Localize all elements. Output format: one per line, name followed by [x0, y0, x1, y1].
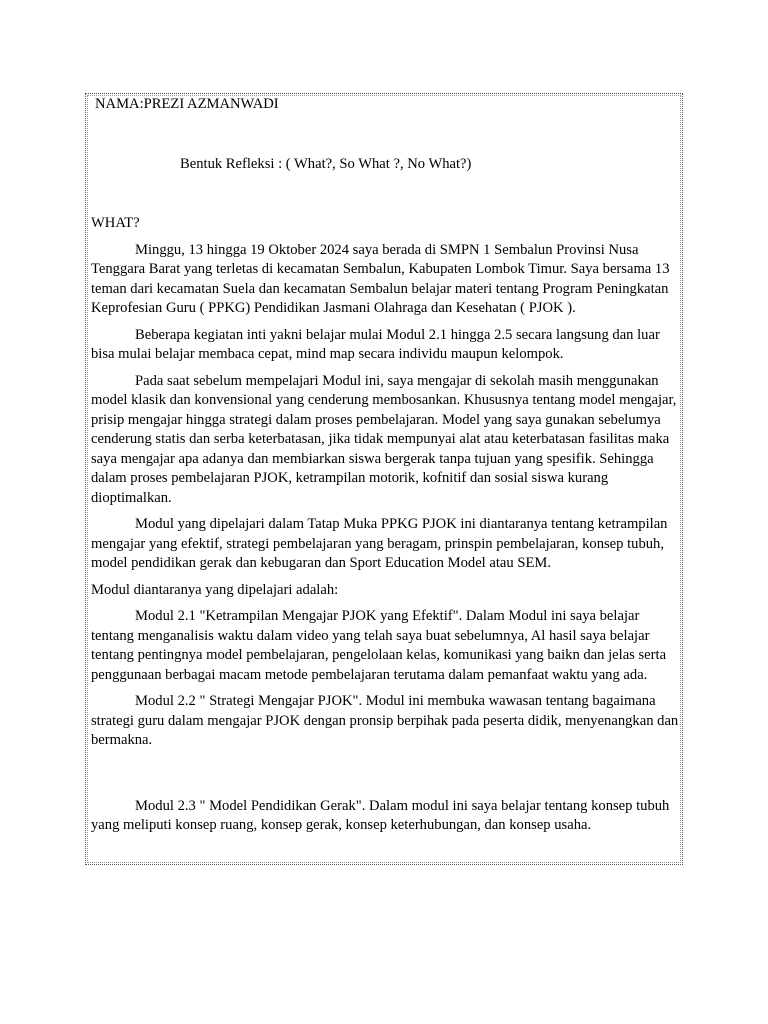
reflection-title: Bentuk Refleksi : ( What?, So What ?, No What?) — [180, 155, 472, 172]
paragraph-activities: Beberapa kegiatan inti yakni belajar mulai Modul 2.1 hingga 2.5 secara langsung dan luar bisa mulai belajar membaca cepat, mind map secara individu maupun kelompok. — [91, 326, 660, 362]
paragraph-module-2-2: Modul 2.2 " Strategi Mengajar PJOK". Modul ini membuka wawasan tentang bagaimana strategi guru dalam mengajar PJOK dengan pronsip berpihak pada peserta didik, menyenangkan dan bermakna. — [91, 693, 679, 748]
section-heading-what: WHAT? — [91, 215, 140, 231]
paragraph-location: Minggu, 13 hingga 19 Oktober 2024 saya berada di SMPN 1 Sembalun Provinsi Nusa Tenggara Barat yang terletas di kecamatan Sembalun, Kabupaten Lombok Timur. Saya bersama 13 teman dari kecamatan Suela dan kecamatan Sembalun belajar materi tentang Program Peningkatan Keprofesian Guru ( PPKG) Pendidikan Jasmani Olahraga dan Kesehatan ( PJOK ). — [91, 241, 670, 316]
document-body — [91, 95, 681, 836]
author-name-line: NAMA:PREZI AZMANWADI — [95, 96, 279, 112]
paragraph-modules-overview: Modul yang dipelajari dalam Tatap Muka PPKG PJOK ini diantaranya tentang ketrampilan mengajar yang efektif, strategi pembelajaran yang beragam, prinspin pembelajaran, konsep tubuh, model pendidikan gerak dan kebugaran dan Sport Education Model atau SEM. — [91, 516, 668, 571]
blank-line — [91, 751, 681, 790]
paragraph-module-2-3: Modul 2.3 " Model Pendidikan Gerak". Dalam modul ini saya belajar tentang konsep tubuh yang meliputi konsep ruang, konsep gerak, konsep keterhubungan, dan konsep usaha. — [91, 797, 670, 833]
paragraph-before-module: Pada saat sebelum mempelajari Modul ini, saya mengajar di sekolah masih menggunakan model klasik dan konvensional yang cenderung membosankan. Khususnya tentang model mengajar, prisip mengajar hingga strategi dalam proses pembelajaran. Model yang saya gunakan sebelumya cenderung statis dan serba keterbatasan, jika tidak mempunyai alat atau keterbatasan fasilitas maka saya mengajar apa adanya dan membiarkan siswa bergerak tanpa tujuan yang spesifik. Sehingga dalam proses pembelajaran PJOK, ketrampilan motorik, kofnitif dan sosial siswa kurang dioptimalkan. — [91, 372, 677, 506]
paragraph-module-list-intro: Modul diantaranya yang dipelajari adalah: — [91, 581, 339, 598]
paragraph-module-2-1: Modul 2.1 "Ketrampilan Mengajar PJOK yang Efektif". Dalam Modul ini saya belajar tentang menganalisis waktu dalam video yang telah saya buat sebelumnya, Al hasil saya belajar tentang pentingnya model pembelajaran, pengelolaan kelas, komunikasi yang baikn dan jelas serta penggunaan berbagai macam metode pembelajaran terutama dalam pemanfaat waktu yang ada. — [91, 608, 667, 683]
